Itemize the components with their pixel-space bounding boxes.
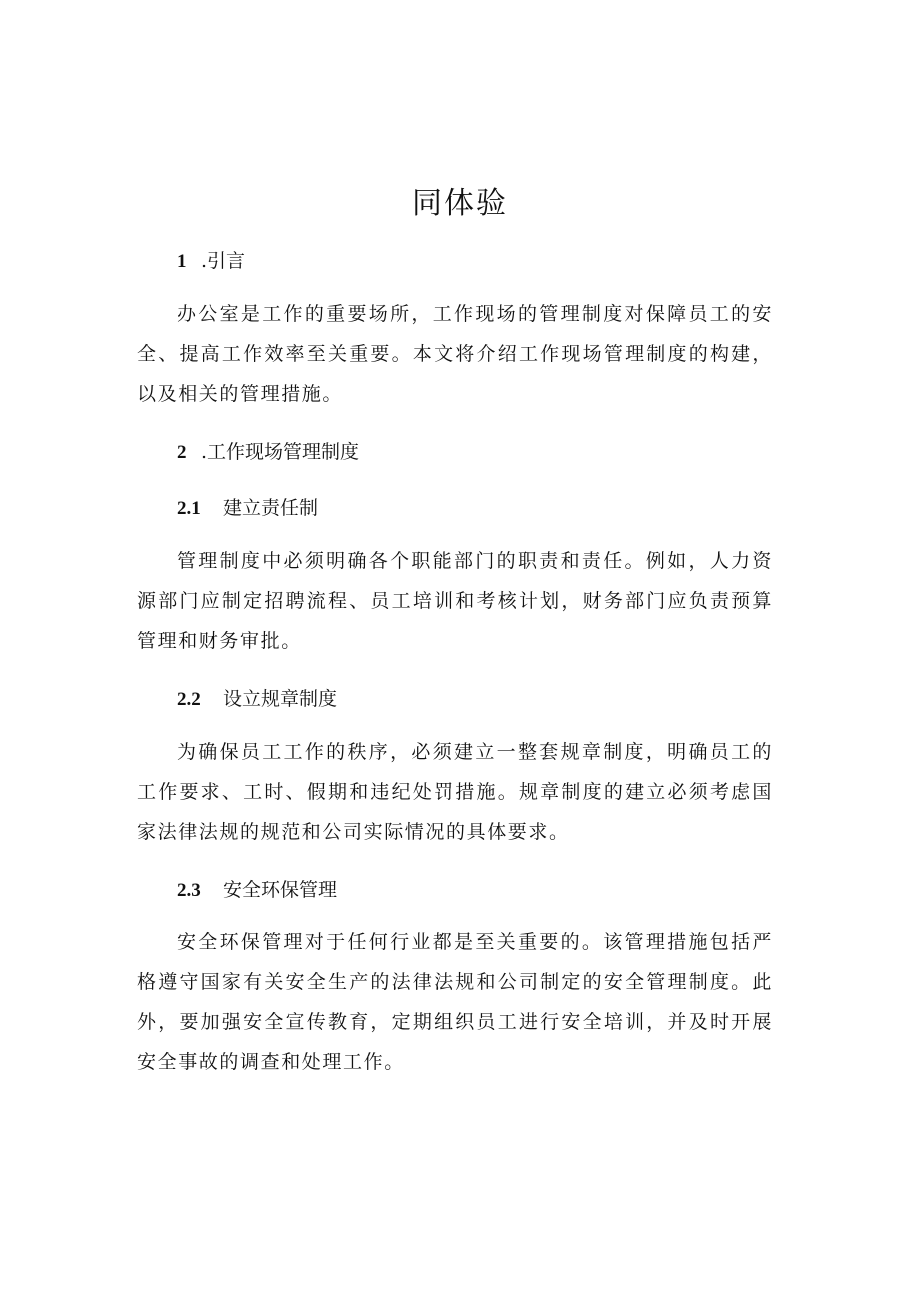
section-title: 安全环保管理 xyxy=(223,879,338,901)
section-heading-2-3 xyxy=(177,877,337,904)
section-title: .引言 xyxy=(201,250,246,272)
section-title: 设立规章制度 xyxy=(223,688,338,710)
section-number: 2.2 xyxy=(177,689,201,710)
section-number: 2 xyxy=(177,442,187,463)
section-paragraph-2-3: 安全环保管理对于任何行业都是至关重要的。该管理措施包括严格遵守国家有关安全生产的法律法规和公司制定的安全管理制度。此外，要加强安全宣传教育，定期组织员工进行安全培训，并及时开展安全事故的调查和处理工作。 xyxy=(137,931,773,1073)
section-heading-2-2 xyxy=(177,686,337,713)
document-title: 同体验 xyxy=(412,186,508,221)
section-paragraph-2-2: 为确保员工工作的秩序，必须建立一整套规章制度，明确员工的工作要求、工时、假期和违纪处罚措施。规章制度的建立必须考虑国家法律法规的规范和公司实际情况的具体要求。 xyxy=(137,741,773,843)
section-paragraph-1: 办公室是工作的重要场所，工作现场的管理制度对保障员工的安全、提高工作效率至关重要。本文将介绍工作现场管理制度的构建，以及相关的管理措施。 xyxy=(137,303,773,405)
section-heading-2-1 xyxy=(177,495,318,522)
section-heading-1 xyxy=(177,248,245,275)
section-number: 1 xyxy=(177,251,187,272)
section-number: 2.1 xyxy=(177,498,201,519)
section-paragraph-2-1: 管理制度中必须明确各个职能部门的职责和责任。例如，人力资源部门应制定招聘流程、员工培训和考核计划，财务部门应负责预算管理和财务审批。 xyxy=(137,550,773,652)
section-title: .工作现场管理制度 xyxy=(201,441,360,463)
section-title: 建立责任制 xyxy=(223,497,319,519)
section-heading-2 xyxy=(177,439,359,466)
section-number: 2.3 xyxy=(177,880,201,901)
